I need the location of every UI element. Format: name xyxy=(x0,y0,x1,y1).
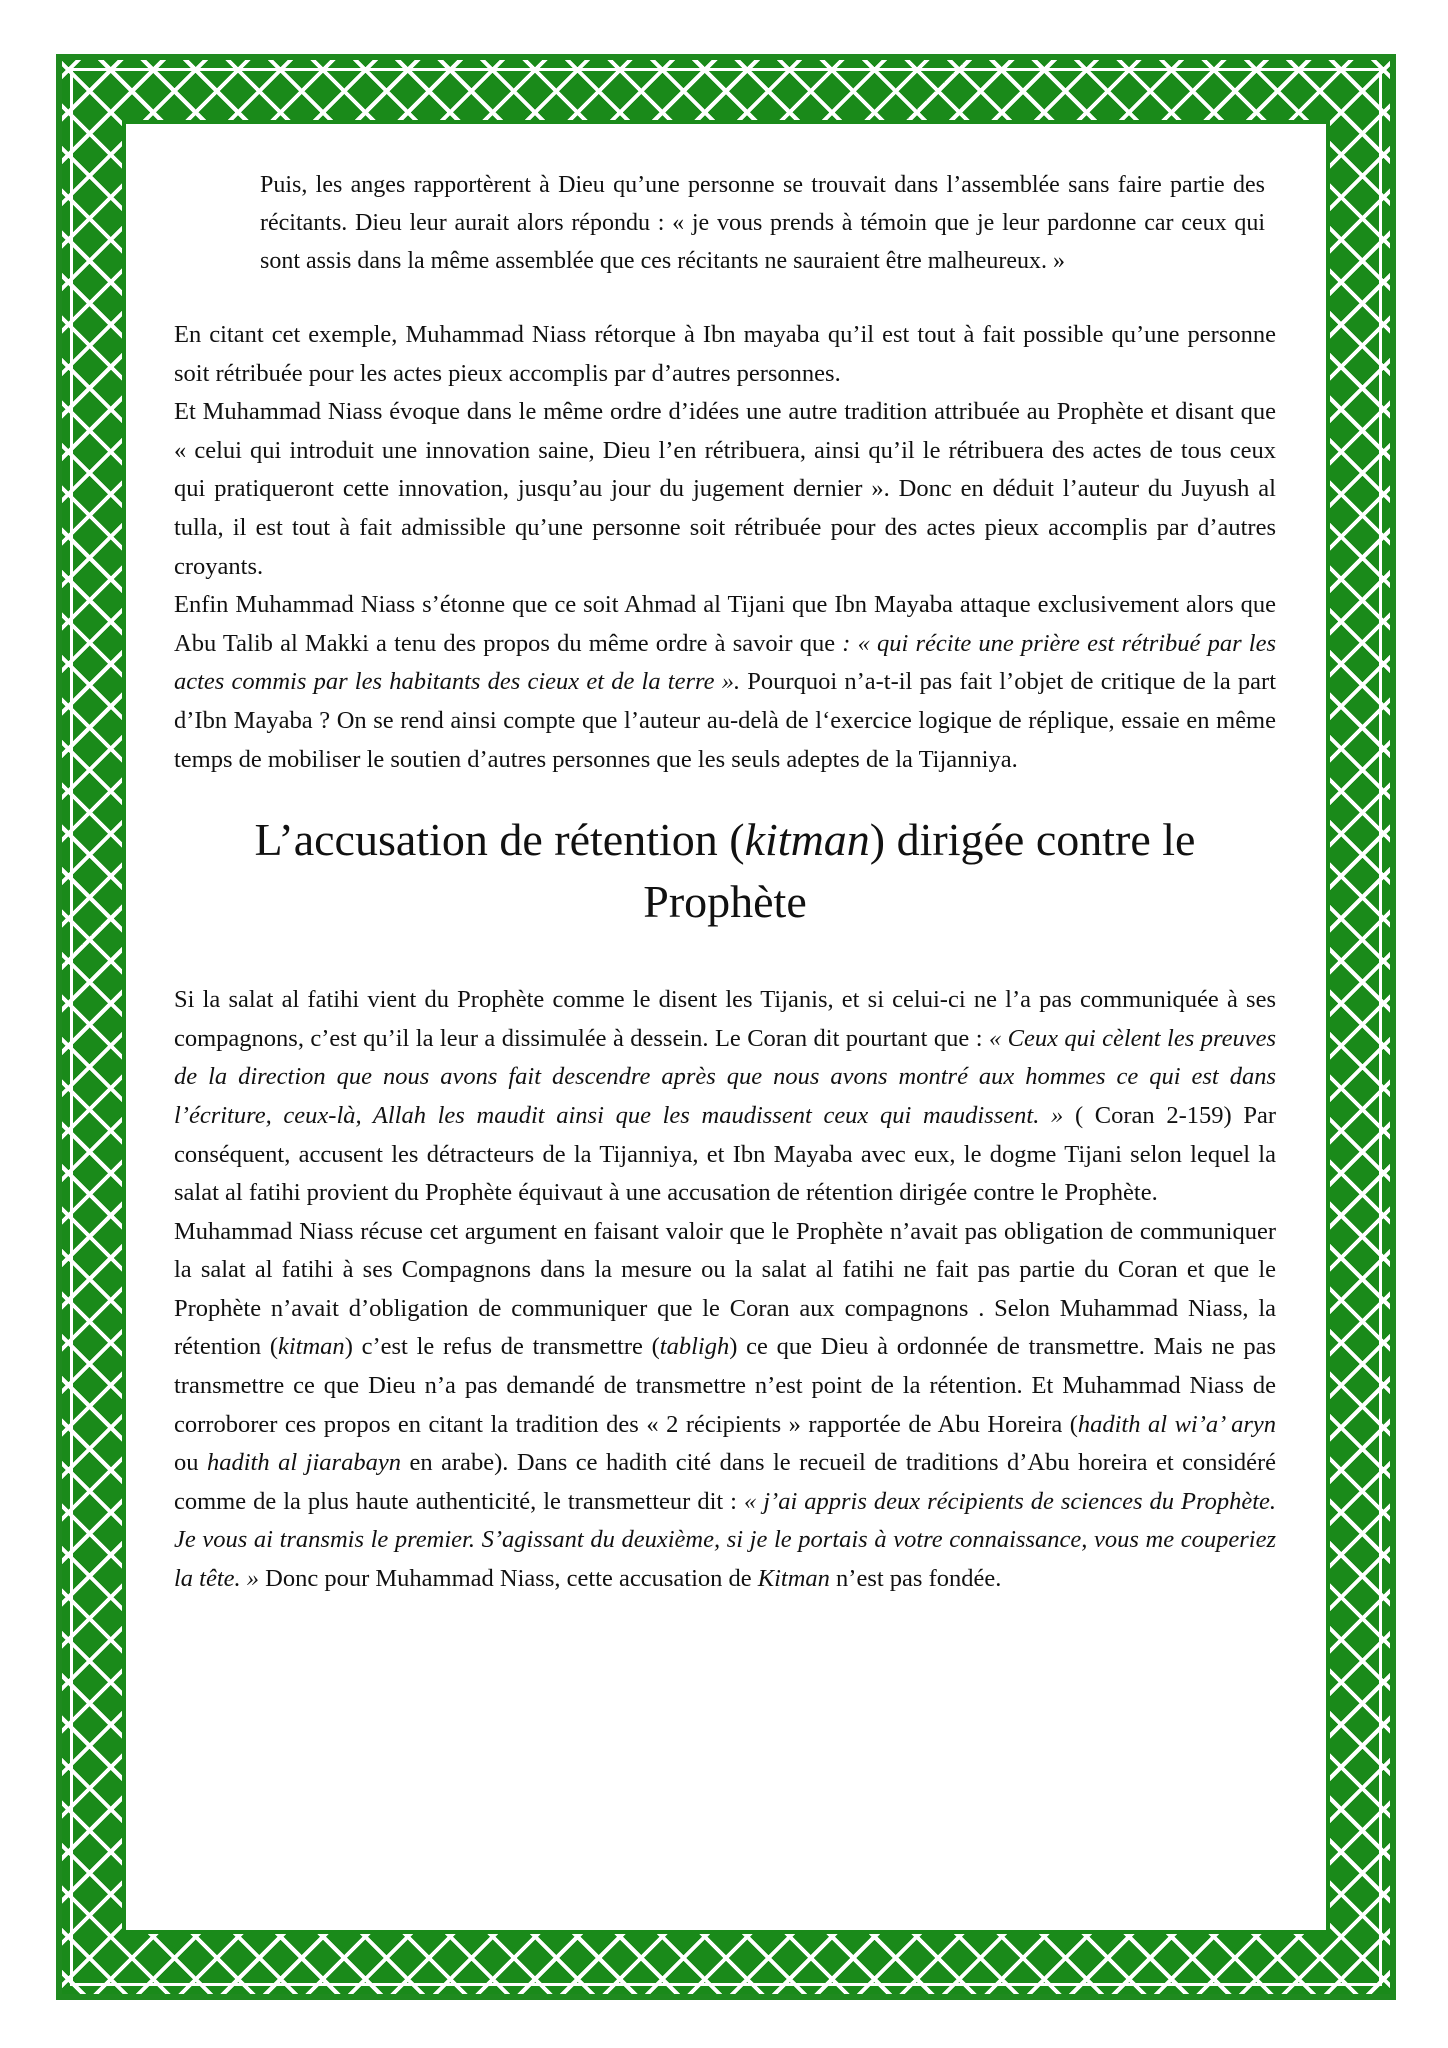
paragraph-1: En citant cet exemple, Muhammad Niass rétorque à Ibn mayaba qu’il est tout à fait possible qu’une personne soit rétribuée pour les actes pieux accomplis par d’autres personnes. xyxy=(174,321,1276,387)
paragraph-5-text-d: en arabe). Dans ce hadith cité dans le recueil de traditions d’Abu horeira et considéré comme de la plus haute authenticité, le transmetteur dit : xyxy=(174,1449,1277,1515)
term-hadith-1: hadith al wi’a’ aryn xyxy=(1077,1410,1276,1438)
paragraph-3-text-c: Pourquoi n’a-t-il pas fait l’objet de critique de la part d’Ibn Mayaba ? On se rend ainsi compte que l’auteur au-delà de l‘exercice logique de réplique, essaie en même temps de mobiliser le soutien d’autres personnes que les seuls adeptes de la Tijanniya. xyxy=(174,668,1277,773)
paragraph-3-quote: : « qui récite une prière est rétribué par les actes commis par les habitants des cieux et de la terre ». xyxy=(174,629,1276,696)
term-kitman: kitman xyxy=(278,1333,345,1361)
page-content xyxy=(174,166,1276,1599)
paragraph-4-text-a: Si la salat al fatihi vient du Prophète comme le disent les Tijanis, et si celui-ci ne l’a pas communiquée à ses compagnons, c’est qu’il la leur a dissimulée à dessein. Le Coran dit pourtant que : xyxy=(174,986,1276,1052)
heading-part-1: L’accusation de rétention ( xyxy=(254,814,745,866)
hadith-quote: « j’ai appris deux récipients de sciences du Prophète. Je vous ai transmis le premier. S’agissant du deuxième, si je le portais à votre connaissance, vous me couperiez la tête. » xyxy=(174,1487,1276,1593)
intro-quote: Puis, les anges rapportèrent à Dieu qu’une personne se trouvait dans l’assemblée sans faire partie des récitants. Dieu leur aurait alors répondu : « je vous prends à témoin que je leur pardonne car ceux qui sont assis dans la même assemblée que ces récitants ne sauraient être malheureux. » xyxy=(260,172,1265,274)
paragraph-5-text-e: Donc pour Muhammad Niass, cette accusation de xyxy=(259,1565,758,1593)
term-kitman-2: Kitman xyxy=(757,1565,830,1593)
paragraph-3-text-a: Enfin Muhammad Niass s’étonne que ce soit Ahmad al Tijani que Ibn Mayaba attaque exclusivement alors que Abu Talib al Makki a tenu des propos du même ordre à savoir que xyxy=(174,591,1276,657)
paragraph-2: Et Muhammad Niass évoque dans le même ordre d’idées une autre tradition attribuée au Prophète et disant que « celui qui introduit une innovation saine, Dieu l’en rétribuera, ainsi qu’il le rétribuera des actes de tous ceux qui pratiqueront cette innovation, jusqu’au jour du jugement dernier ». Donc en déduit l’auteur du Juyush al tulla, il est tout à fait admissible qu’une personne soit rétribuée pour des actes pieux accomplis par d’autres croyants. xyxy=(174,398,1276,580)
heading-italic: kitman xyxy=(744,814,870,866)
paragraph-3 xyxy=(174,586,1276,779)
paragraph-5-text-c: ) ce que Dieu à ordonnée de transmettre. Mais ne pas transmettre ce que Dieu n’a pas demandé de transmettre n’est point de la rétention. Et Muhammad Niass de corroborer ces propos en citant la tradition des « 2 récipients » rapportée de Abu Horeira ( xyxy=(174,1333,1276,1438)
paragraph-5 xyxy=(174,1213,1276,1599)
paragraph-5-text-b: ) c’est le refus de transmettre ( xyxy=(344,1333,660,1361)
heading-part-2: ) dirigée contre le Prophète xyxy=(643,814,1196,928)
coran-quote: « Ceux qui cèlent les preuves de la direction que nous avons fait descendre après que nous avons montré aux hommes ce qui est dans l’écriture, ceux-là, Allah les maudit ainsi que les maudissent ceux qui maudissent. » xyxy=(174,1024,1276,1129)
term-tabligh: tabligh xyxy=(659,1333,730,1361)
paragraph-5-text-a: Muhammad Niass récuse cet argument en faisant valoir que le Prophète n’avait pas obligation de communiquer la salat al fatihi à ses Compagnons dans la mesure ou la salat al fatihi ne fait pas partie du Coran et que le Prophète n’avait d’obligation de communiquer que le Coran aux compagnons . Selon Muhammad Niass, la rétention ( xyxy=(174,1217,1276,1361)
term-hadith-2: hadith al jiarabayn xyxy=(207,1449,401,1477)
paragraph-4 xyxy=(174,981,1276,1213)
paragraph-5-text-f: n’est pas fondée. xyxy=(829,1565,1002,1593)
paragraph-5-text-ou: ou xyxy=(174,1449,207,1477)
section-heading xyxy=(174,809,1276,933)
paragraph-4-text-c: ( Coran 2-159) Par conséquent, accusent les détracteurs de la Tijanniya, et Ibn Mayaba avec eux, le dogme Tijani selon lequel la salat al fatihi provient du Prophète équivaut à une accusation de rétention dirigée contre le Prophète. xyxy=(174,1101,1276,1207)
